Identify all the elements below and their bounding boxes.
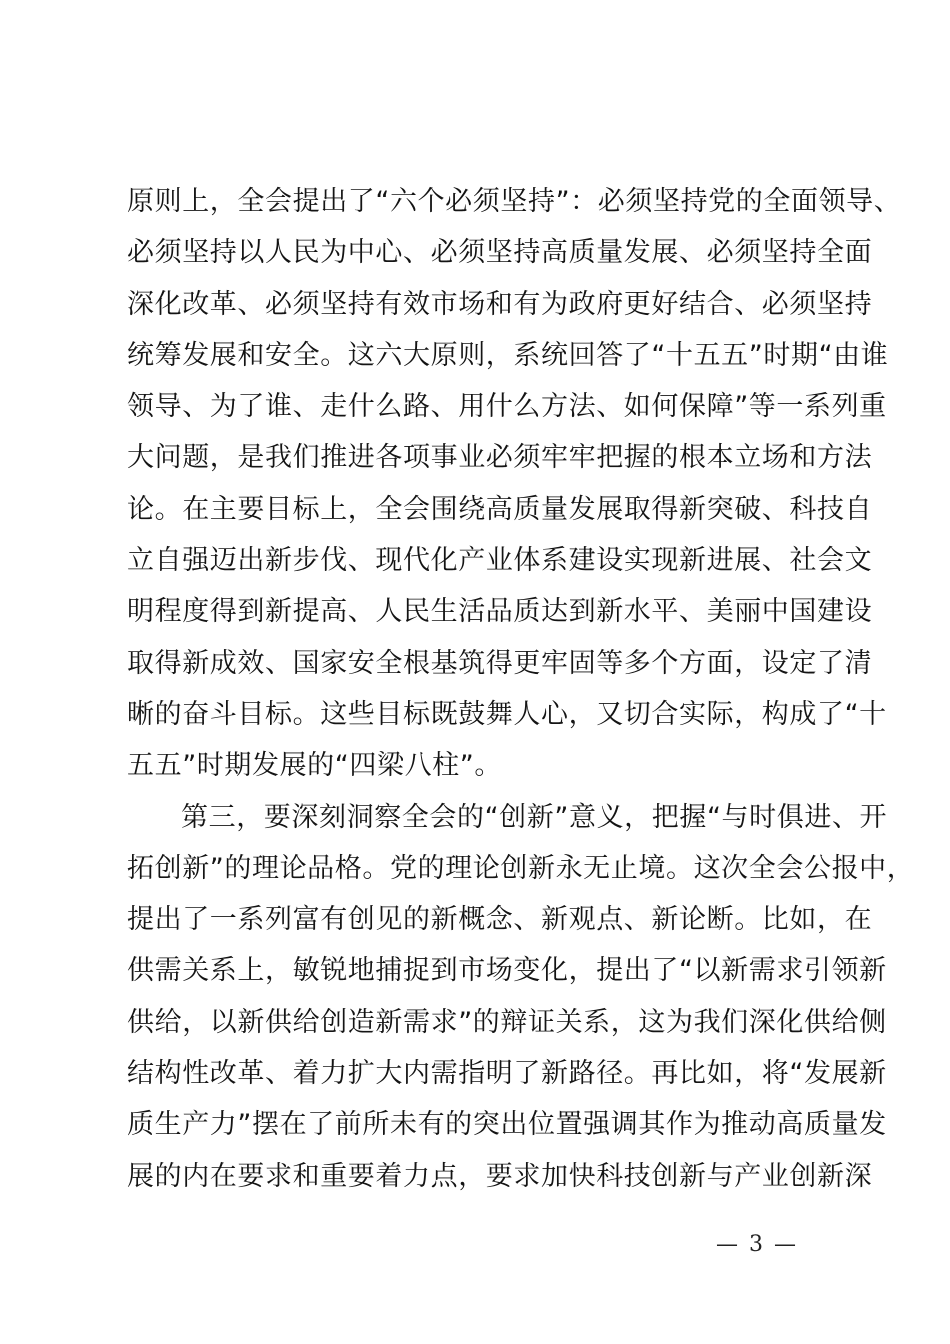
paragraph-line: 立自强迈出新步伐、现代化产业体系建设实现新进展、社会文: [127, 545, 873, 577]
paragraph-line: 明程度得到新提高、人民生活品质达到新水平、美丽中国建设: [127, 596, 873, 628]
page-number: — 3 —: [716, 1232, 798, 1257]
paragraph-line: 深化改革、必须坚持有效市场和有为政府更好结合、必须坚持: [127, 288, 873, 320]
paragraph-line: 结构性改革、着力扩大内需指明了新路径。再比如，将“发展新: [127, 1058, 887, 1090]
paragraph-line: 论。在主要目标上，全会围绕高质量发展取得新突破、科技自: [127, 493, 873, 525]
paragraph-line: 必须坚持以人民为中心、必须坚持高质量发展、必须坚持全面: [127, 237, 873, 269]
paragraph-line: 五五”时期发展的“四梁八柱”。: [127, 750, 502, 782]
paragraph-line: 大问题，是我们推进各项事业必须牢牢把握的根本立场和方法: [127, 442, 873, 474]
paragraph-line: 原则上，全会提出了“六个必须坚持”：必须坚持党的全面领导、: [127, 186, 902, 217]
paragraph-line: 展的内在要求和重要着力点，要求加快科技创新与产业创新深: [127, 1160, 873, 1192]
paragraph-line: 领导、为了谁、走什么路、用什么方法、如何保障”等一系列重: [127, 391, 887, 423]
paragraph-line: 供需关系上，敏锐地捕捉到市场变化，提出了“以新需求引领新: [127, 955, 887, 987]
paragraph-line: 晰的奋斗目标。这些目标既鼓舞人心，又切合实际，构成了“十: [127, 698, 887, 730]
paragraph-line: 统筹发展和安全。这六大原则，系统回答了“十五五”时期“由谁: [127, 339, 889, 371]
paragraph-line: 质生产力”摆在了前所未有的突出位置强调其作为推动高质量发: [127, 1109, 887, 1141]
paragraph-line: 第三，要深刻洞察全会的“创新”意义，把握“与时俱进、开: [181, 801, 888, 833]
paragraph-line: 提出了一系列富有创见的新概念、新观点、新论断。比如，在: [127, 904, 873, 936]
paragraph-line: 拓创新”的理论品格。党的理论创新永无止境。这次全会公报中，: [127, 852, 915, 884]
paragraph-line: 取得新成效、国家安全根基筑得更牢固等多个方面，设定了清: [127, 647, 873, 679]
paragraph-line: 供给，以新供给创造新需求”的辩证关系，这为我们深化供给侧: [127, 1006, 887, 1038]
body-text: [127, 176, 915, 1202]
